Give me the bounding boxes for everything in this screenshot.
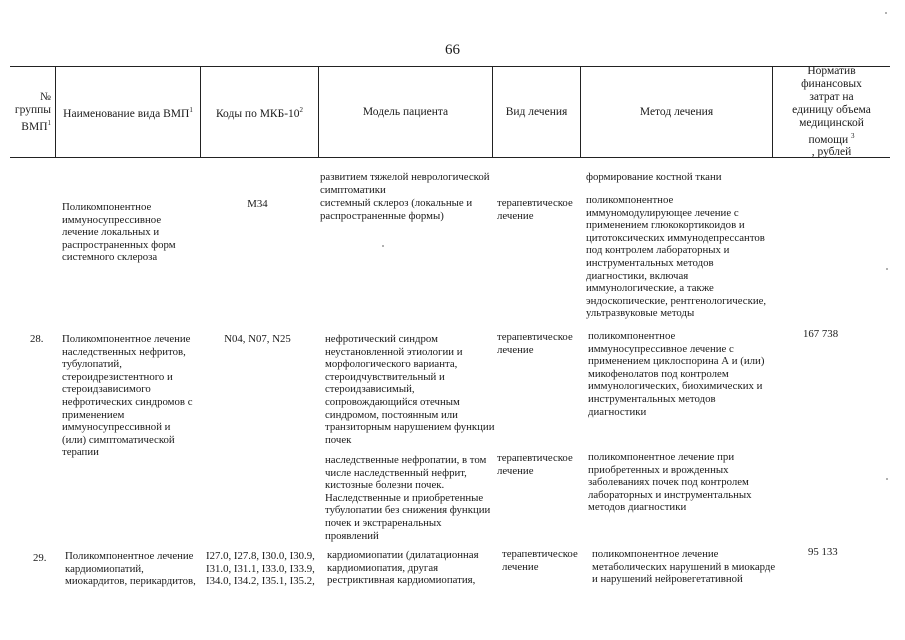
scan-speck [382, 245, 384, 247]
row29-number: 29. [33, 552, 47, 564]
row28-type-1: терапевтическое лечение [497, 331, 573, 356]
row28-vmp-name: Поликомпонентное лечение наследственных нефритов, тубулопатий, стероидрезистентного и стероидзависимого нефротических синдромов с применением иммуносупрессивной и (или) симптоматической терапии [62, 333, 193, 459]
row29-patient-model: кардиомиопатии (дилатационная кардиомиопатия, другая рестриктивная кардиомиопатия, [327, 549, 479, 587]
ssc-patient-model: системный склероз (локальные и распространенные формы) [320, 197, 473, 222]
row29-mkb-codes: I27.0, I27.8, I30.0, I30.9, I31.0, I31.1, I33.0, I33.9, I34.0, I34.2, I35.1, I35.2, [206, 550, 315, 588]
header-cost-norm: Норматив финансовых затрат на единицу объема медицинской помощи $^3$ , рублей [792, 64, 871, 159]
row28-number: 28. [30, 333, 44, 345]
scan-speck [886, 478, 888, 480]
row29-treatment-type: терапевтическое лечение [502, 548, 578, 573]
header-group-number: № группы ВМП$^1$ [14, 90, 51, 133]
header-vmp-name: Наименование вида ВМП$^1$ [63, 105, 193, 120]
continued-method-text: формирование костной ткани [586, 171, 722, 183]
row29-cost: 95 133 [808, 546, 838, 558]
ssc-vmp-name: Поликомпонентное иммуносупрессивное лечение локальных и распространенных форм системного склероза [62, 201, 176, 264]
header-mkb-codes: Коды по МКБ-$10^2$ [215, 105, 304, 120]
row28-cost: 167 738 [803, 328, 839, 340]
row29-vmp-name: Поликомпонентное лечение кардиомиопатий, миокардитов, перикардитов, [65, 550, 196, 588]
header-treatment-type: Вид лечения [505, 105, 568, 118]
header-patient-model: Модель пациента [362, 105, 449, 118]
row28-model-1: нефротический синдром неустановленной этиологии и морфологического варианта, стероидчувствительный и стероидзависимый, сопровождающийся отечным синдромом, постоянным или транзиторным нарушением функции почек [325, 333, 495, 446]
row28-model-2: наследственные нефропатии, в том числе наследственный нефрит, кистозные болезни почек. Наследственные и приобретенные тубулопатии без снижения функции почек и экстраренальных проявлений [325, 454, 491, 542]
ssc-treatment-method: поликомпонентное иммуномодулирующее лечение с применением глюкокортикоидов и цитотоксических иммунодепрессантов под контролем лабораторных и инструментальных методов диагностики, включая иммунологические, а также эндоскопические, рентгенологические, ультразвуковые методы [586, 194, 767, 320]
page-number: 66 [445, 42, 460, 58]
scan-speck [886, 268, 888, 270]
ssc-treatment-type: терапевтическое лечение [497, 197, 573, 222]
scan-speck [885, 12, 887, 14]
row29-treatment-method: поликомпонентное лечение метаболических нарушений в миокарде и нарушений нейровегетативной [592, 548, 776, 586]
row28-mkb-codes: N04, N07, N25 [224, 333, 291, 345]
header-treatment-method: Метод лечения [639, 105, 714, 118]
row28-method-1: поликомпонентное иммуносупрессивное лечение с применением циклоспорина А и (или) микофенолатов под контролем иммунологических, биохимических и инструментальных методов диагностики [588, 330, 765, 418]
continued-model-text: развитием тяжелой неврологической симптоматики [320, 171, 490, 196]
row28-method-2: поликомпонентное лечение при приобретенных и врожденных заболеваниях почек под контролем лабораторных и инструментальных методов диагностики [588, 451, 752, 514]
row28-type-2: терапевтическое лечение [497, 452, 573, 477]
ssc-mkb-code: M34 [247, 198, 268, 210]
